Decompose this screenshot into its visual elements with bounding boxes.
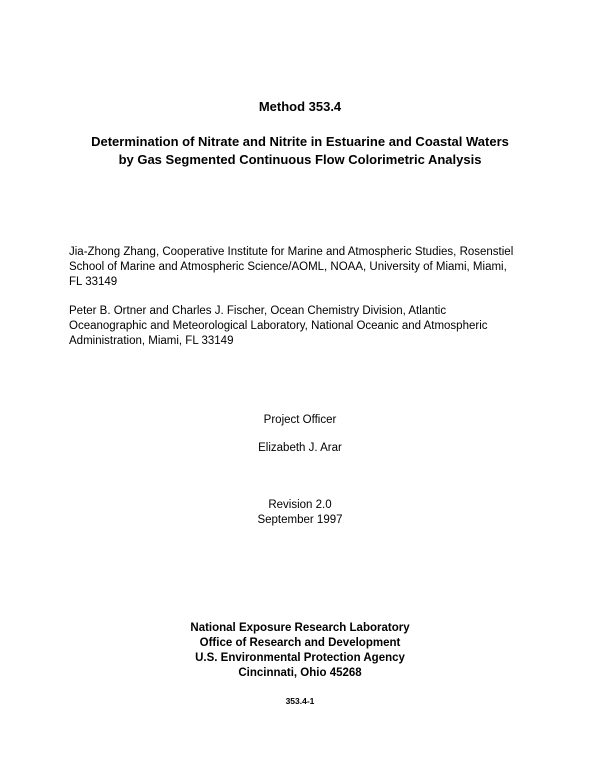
revision-version: Revision 2.0 <box>268 499 332 511</box>
author-line: Oceanographic and Meteorological Laboratory, National Oceanic and Atmospheric <box>69 320 488 332</box>
author-line: Administration, Miami, FL 33149 <box>69 335 234 347</box>
project-officer-label: Project Officer <box>263 414 337 426</box>
revision-date: September 1997 <box>257 514 343 526</box>
method-title: Method 353.4 <box>258 99 342 114</box>
project-officer-name: Elizabeth J. Arar <box>258 442 342 454</box>
laboratory-line: U.S. Environmental Protection Agency <box>195 652 405 664</box>
laboratory-block <box>0 621 600 681</box>
document-title <box>0 133 600 169</box>
laboratory-line: National Exposure Research Laboratory <box>190 622 410 634</box>
author-line: FL 33149 <box>69 276 118 288</box>
author-line: Jia-Zhong Zhang, Cooperative Institute for Marine and Atmospheric Studies, Rosenstiel <box>69 246 514 258</box>
laboratory-line: Office of Research and Development <box>199 637 401 649</box>
document-title-line: Determination of Nitrate and Nitrite in Estuarine and Coastal Waters <box>91 134 509 149</box>
page-number: 353.4-1 <box>285 696 315 706</box>
author-line: Peter B. Ortner and Charles J. Fischer, Ocean Chemistry Division, Atlantic <box>69 305 447 317</box>
revision-block <box>0 498 600 528</box>
laboratory-line: Cincinnati, Ohio 45268 <box>238 667 362 679</box>
author-affiliation-zhang <box>69 245 539 290</box>
author-affiliation-ortner-fischer <box>69 304 539 349</box>
author-line: School of Marine and Atmospheric Science/AOML, NOAA, University of Miami, Miami, <box>69 261 507 273</box>
document-title-line: by Gas Segmented Continuous Flow Colorimetric Analysis <box>118 152 482 167</box>
